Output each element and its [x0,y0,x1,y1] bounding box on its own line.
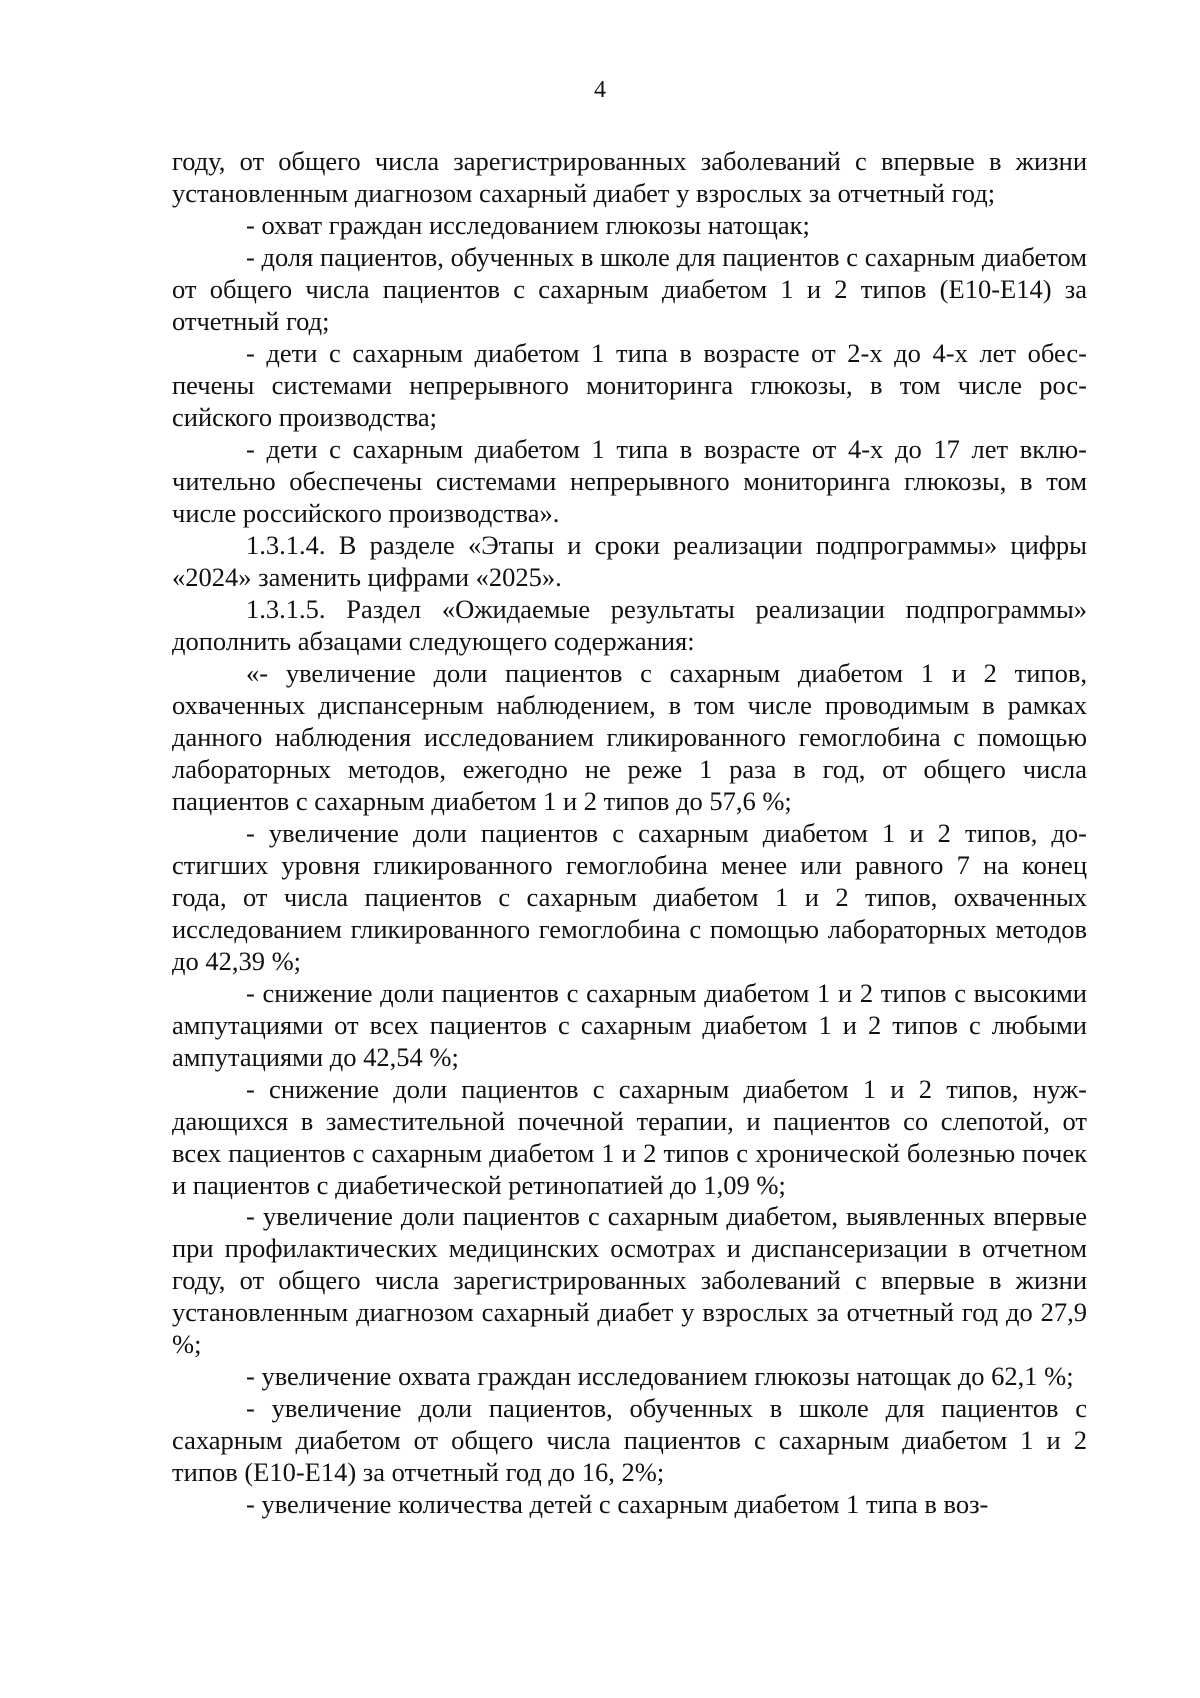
paragraph: - снижение доли пациентов с сахарным диабетом 1 и 2 типов с высокими ампутациями от всех пациентов с сахарным диабетом 1 и 2 типов с любыми ампутациями до 42,54 %; [172,977,1087,1072]
paragraph: - увеличение охвата граждан исследованием глюкозы натощак до 62,1 %; [246,1361,1074,1392]
paragraph: - увеличение количества детей с сахарным диабетом 1 типа в воз- [246,1489,989,1520]
paragraph: году, от общего числа зарегистрированных заболеваний с впервые в жизни установленным диагнозом сахарный диабет у взрослых за отчетный год; [172,146,1087,208]
paragraph: «- увеличение доли пациентов с сахарным диабетом 1 и 2 типов, охваченных диспансерным наблюдением, в том числе проводимым в рамках данного наблюдения исследованием гликированного гемоглобина с помощью лабораторных методов, ежегодно не реже 1 раза в год, от общего числа пациентов с сахарным диабетом 1 и 2 типов до 57,6 %; [172,657,1087,816]
page-number: 4 [594,77,606,103]
document-body [172,146,1087,1521]
paragraph: - увеличение доли пациентов с сахарным диабетом, выявленных впервые при профилактических медицинских осмотрах и диспансеризации в отчетном году, от общего числа зарегистрированных заболеваний с впервые в жизни установленным диагнозом сахарный диабет у взрослых за отчетный год до 27,9 %; [172,1201,1087,1360]
paragraph: - снижение доли пациентов с сахарным диабетом 1 и 2 типов, нуждающихся в заместительной почечной терапии, и пациентов со слепотой, от всех пациентов с сахарным диабетом 1 и 2 типов с хронической болезнью почек и пациентов с диабетической ретинопатией до 1,09 %; [172,1073,1087,1200]
paragraph: - увеличение доли пациентов с сахарным диабетом 1 и 2 типов, достигших уровня гликированного гемоглобина менее или равного 7 на конец года, от числа пациентов с сахарным диабетом 1 и 2 типов, охваченных исследованием гликированного гемоглобина с помощью лабораторных методов до 42,39 %; [172,817,1087,976]
paragraph: - дети с сахарным диабетом 1 типа в возрасте от 2-х до 4-х лет обеспечены системами непрерывного мониторинга глюкозы, в том числе российского производства; [172,337,1087,432]
paragraph: 1.3.1.4. В разделе «Этапы и сроки реализации подпрограммы» цифры «2024» заменить цифрами «2025». [172,529,1087,592]
paragraph: - охват граждан исследованием глюкозы натощак; [246,209,810,240]
paragraph: - дети с сахарным диабетом 1 типа в возрасте от 4-х до 17 лет включительно обеспечены системами непрерывного мониторинга глюкозы, в том числе российского производства». [172,433,1087,528]
paragraph: - доля пациентов, обученных в школе для пациентов с сахарным диабетом от общего числа пациентов с сахарным диабетом 1 и 2 типов (E10-E14) за отчетный год; [172,241,1087,336]
paragraph: - увеличение доли пациентов, обученных в школе для пациентов с сахарным диабетом от общего числа пациентов с сахарным диабетом 1 и 2 типов (E10-E14) за отчетный год до 16, 2%; [172,1393,1087,1488]
paragraph: 1.3.1.5. Раздел «Ожидаемые результаты реализации подпрограммы» дополнить абзацами следующего содержания: [172,593,1087,656]
